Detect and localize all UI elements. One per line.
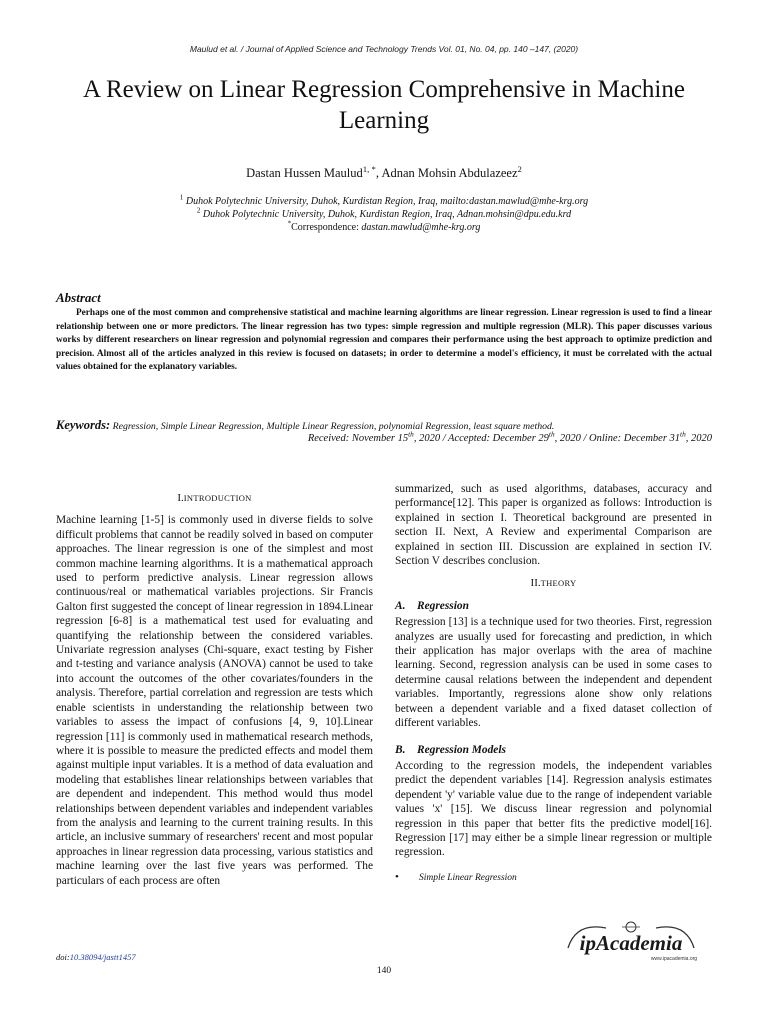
doi [56,952,136,962]
svg-text:www.ipacademia.org: www.ipacademia.org [650,956,698,962]
section-number: II. [530,577,541,590]
running-header: Maulud et al. / Journal of Applied Science and Technology Trends Vol. 01, No. 04, pp. 140 –147, (2020) [189,44,579,54]
left-column [56,482,373,888]
author-affil-marker: 2 [517,163,522,174]
online-date: , 2020 / Online: December 31 [554,433,681,444]
subsection-heading-regression-models [395,743,712,757]
doi-label: doi: [56,952,70,962]
svg-text:ipAcademia: ipAcademia [579,931,683,955]
affiliations [0,195,768,234]
author-line [0,163,768,181]
correspondence-email[interactable]: dastan.mawlud@mhe-krg.org [361,222,481,233]
correspondence-label: Correspondence: [291,222,362,233]
regression-paragraph: Regression [13] is a technique used for two theories. First, regression analyzes are usually used for forecasting and prediction, in which their application has major overlaps with the area of machine learning. Second, regression analysis can be used in some cases to determine causal relations between the independent and dependent variables. Importantly, regressions alone show only relations between a dependent variable and a fixed dataset collection of different variables. [395,616,712,730]
subsection-number: B. [395,743,406,756]
section-heading-theory [395,576,712,590]
section-heading-introduction [56,491,373,505]
section-title: THEORY [540,578,577,589]
affiliation-text[interactable]: Duhok Polytechnic University, Duhok, Kurdistan Region, Iraq, Adnan.mohsin@dpu.edu.krd [202,209,572,220]
subsection-title: Regression [417,599,469,612]
ordinal-suffix: th [548,429,555,439]
abstract-text: Perhaps one of the most common and comprehensive statistical and machine learning algorithms are linear regression. Linear regression is used to find a linear relationship between one or more predictors. The linear regression has two types: simple regression and multiple regression (MLR). This paper discusses various works by different researchers on linear regression and polynomial regression and compares their performance using the best approach to optimize prediction and precision. Almost all of the articles analyzed in this review is focused on datasets; in order to determine a model's efficiency, it must be correlated with the actual values obtained for the explanatory variables. [56,308,712,373]
affiliation-line [0,208,768,221]
section-number: I. [177,492,184,504]
affiliation-number: 1 [179,193,184,202]
date-year: , 2020 [685,433,712,444]
subsection-number: A. [395,599,406,612]
introduction-paragraph: Machine learning [1-5] is commonly used in diverse fields to solve difficult problems that cannot be readily solved in based on computer approaches. The linear regression is one of the simplest and most common machine learning algorithms. It is a mathematical approach used to perform predictive analysis. Linear regression allows continuous/real or mathematical variables projections. Sir Francis Galton first suggested the concept of linear regression in 1894.Linear regression [6-8] is a mathematical test used for evaluating and quantifying the relationship between the considered variables. Univariate regression analyses (Chi-square, exact testing by Fisher and t-testing and variance analysis (ANOVA) cannot be used to take into account the outcomes of the other covariates/founders in the analysis. Therefore, partial correlation and regression are tests which enable scientists in understanding the relationship between two variables to assess the impact of confusions [4, 9, 10].Linear regression [11] is commonly used in mathematical research methods, where it is possible to measure the predicted effects and model them against multiple input variables. It is a method of data evaluation and modeling that establishes linear relationships between variables that are dependent and independent. This method would thus model relationships between dependent variables and independent variables from the analysis and learning to the current training results. In this article, an inclusive summary of researchers' recent and most popular approaches in linear regression data processing, various statistics and machine learning over the last five years was performed. The particulars of each process are often [56,514,373,887]
author-name[interactable]: Adnan Mohsin Abdulazeez [381,166,518,180]
regression-models-paragraph: According to the regression models, the independent variables predict the dependent variables [14]. Regression analysis estimates dependent 'y' variable value due to the range of independent variable values 'x' [15]. We discuss linear regression and polynomial regression in this paper that better fits the predictive model[16]. Regression [17] may either be a simple linear regression or multiple regression. [395,759,712,859]
ordinal-suffix: th [680,429,686,439]
continuation-paragraph: summarized, such as used algorithms, databases, accuracy and performance[12]. This paper is organized as follows: Introduction is explained in section I. Theoretical background are presented in section II. Next, A Review and experimental Comparison are explained in section III. Discussion are explained in section IV. Section V describes conclusion. [395,483,712,568]
section-title: INTRODUCTION [183,493,252,503]
paper-title: A Review on Linear Regression Comprehensive in Machine Learning [83,76,685,134]
right-column [395,482,712,885]
author-name[interactable]: Dastan Hussen Maulud [246,166,363,180]
bullet-list-item [395,870,712,885]
keywords-text: Regression, Simple Linear Regression, Multiple Linear Regression, polynomial Regression, least square method. [110,421,555,432]
page-number: 140 [376,966,392,976]
ordinal-suffix: th [408,429,414,439]
publisher-logo [556,918,706,966]
accepted-date: , 2020 / Accepted: December 29 [413,433,549,444]
author-affil-marker: 1, * [362,163,376,174]
affiliation-number: 2 [196,206,201,215]
affiliation-line [0,195,768,208]
subsection-heading-regression [395,599,712,613]
correspondence-line [0,221,768,234]
author-separator: , [375,166,382,180]
subsection-title: Regression Models [417,743,506,756]
bullet-icon: • [395,870,399,883]
abstract-heading: Abstract [56,290,101,305]
publication-dates [56,429,712,446]
doi-link[interactable]: 10.38094/jastt1457 [69,952,136,962]
publisher-logo-icon [556,918,706,966]
correspondence-marker: * [287,219,292,228]
received-date: Received: November 15 [307,433,409,444]
bullet-text: Simple Linear Regression [419,872,517,883]
affiliation-text[interactable]: Duhok Polytechnic University, Duhok, Kurdistan Region, Iraq, mailto:dastan.mawlud@mhe-krg.org [185,196,589,207]
keywords-label: Keywords: [56,418,111,432]
